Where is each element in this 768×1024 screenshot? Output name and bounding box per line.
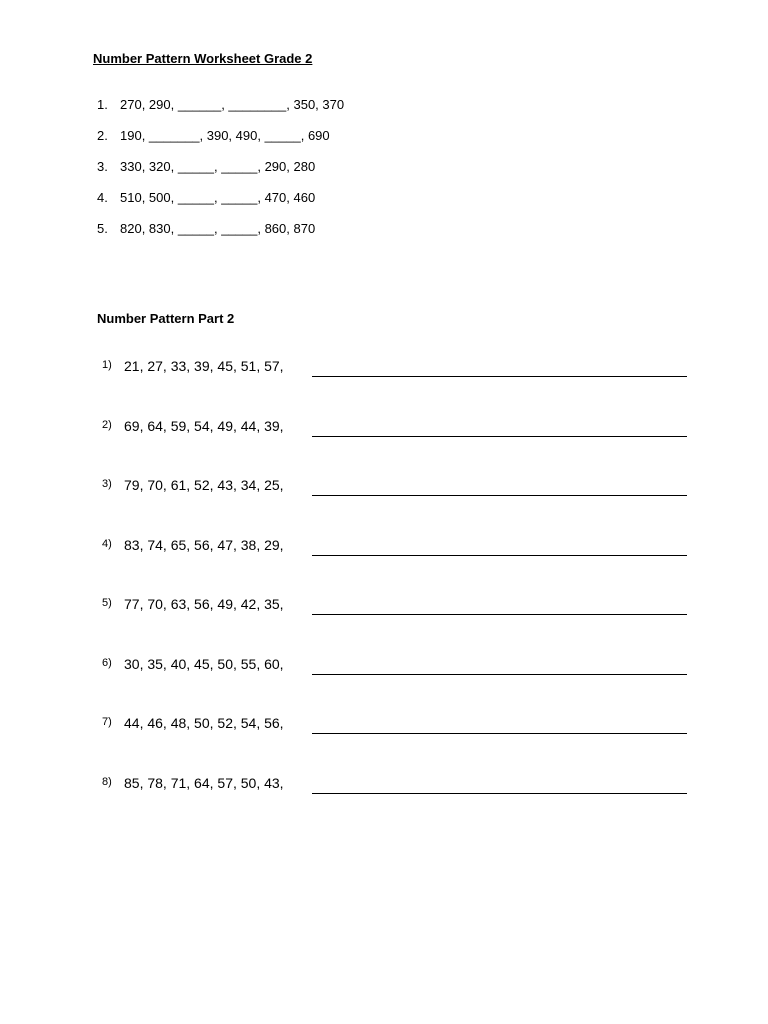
part2-list: [102, 358, 702, 834]
part2-item-sequence: 44, 46, 48, 50, 52, 54, 56,: [124, 715, 284, 731]
part1-item-text: 190, _______, 390, 490, _____, 690: [120, 128, 330, 143]
page-title: Number Pattern Worksheet Grade 2: [93, 51, 313, 66]
answer-line: [312, 495, 687, 496]
part2-item: [102, 656, 702, 716]
answer-line: [312, 674, 687, 675]
part2-item-sequence: 85, 78, 71, 64, 57, 50, 43,: [124, 774, 284, 791]
part2-item-number: 8): [102, 775, 112, 788]
part1-item-text: 270, 290, ______, ________, 350, 370: [120, 97, 345, 112]
part1-item: [97, 220, 344, 251]
answer-line: [312, 376, 687, 377]
part1-item-number: 1.: [97, 97, 108, 112]
part1-item-text: 820, 830, _____, _____, 860, 870: [120, 221, 316, 236]
part2-item-sequence: 21, 27, 33, 39, 45, 51, 57,: [124, 358, 284, 374]
part1-item-text: 510, 500, _____, _____, 470, 460: [120, 190, 316, 205]
part2-item-sequence: 77, 70, 63, 56, 49, 42, 35,: [124, 596, 284, 612]
part1-list: [97, 96, 344, 251]
part2-item: [102, 477, 702, 537]
part1-item-number: 3.: [97, 159, 108, 174]
part2-item-number: 7): [102, 716, 112, 728]
part2-item: [102, 537, 702, 597]
part1-item-text: 330, 320, _____, _____, 290, 280: [120, 159, 316, 174]
part2-item: [102, 596, 702, 656]
part2-item: [102, 358, 702, 418]
part2-item-number: 6): [102, 656, 112, 669]
part2-item-sequence: 79, 70, 61, 52, 43, 34, 25,: [124, 477, 284, 493]
part2-item: [102, 418, 702, 478]
part2-item-number: 3): [102, 478, 112, 490]
part2-item: [102, 715, 702, 775]
part1-item: [97, 189, 344, 220]
part2-item-sequence: 83, 74, 65, 56, 47, 38, 29,: [124, 536, 284, 553]
part2-item-sequence: 69, 64, 59, 54, 49, 44, 39,: [124, 417, 284, 434]
part2-item-number: 5): [102, 597, 112, 609]
part1-item: [97, 96, 344, 127]
part1-item-number: 4.: [97, 190, 108, 205]
answer-line: [312, 793, 687, 794]
answer-line: [312, 436, 687, 437]
answer-line: [312, 555, 687, 556]
part2-title: Number Pattern Part 2: [97, 311, 235, 326]
answer-line: [312, 733, 687, 734]
part2-item-number: 4): [102, 537, 112, 550]
part2-item-number: 1): [102, 359, 112, 371]
part1-item: [97, 158, 344, 189]
part1-item-number: 5.: [97, 221, 108, 236]
part2-item: [102, 775, 702, 835]
part2-item-sequence: 30, 35, 40, 45, 50, 55, 60,: [124, 655, 284, 672]
part1-item-number: 2.: [97, 128, 108, 143]
part1-item: [97, 127, 344, 158]
answer-line: [312, 614, 687, 615]
part2-item-number: 2): [102, 418, 112, 431]
